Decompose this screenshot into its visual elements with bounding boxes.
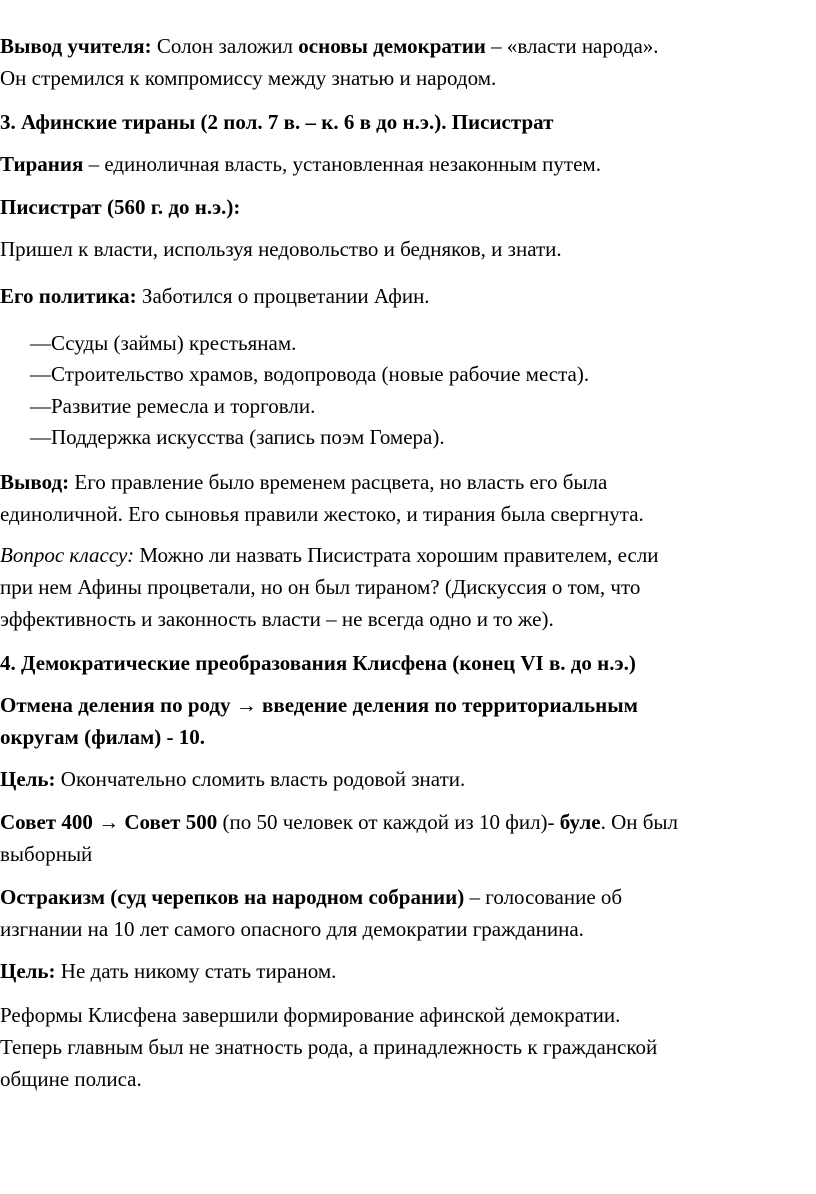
came-to-power-text: Пришел к власти, используя недовольство и бедняков, и знати. xyxy=(0,237,562,261)
list-item: —Ссуды (займы) крестьянам. xyxy=(30,331,297,355)
democracy-foundations-term: основы демократии xyxy=(298,34,486,58)
division-line-1: Отмена деления по роду → введение деления по территориальным xyxy=(0,693,638,717)
tyranny-definition xyxy=(0,148,812,180)
boule-term: буле xyxy=(559,810,601,834)
teacher-conclusion-line-2: Он стремился к компромиссу между знатью и народом. xyxy=(0,66,497,90)
class-question-line-3: эффективность и законность власти – не всегда одно и то же). xyxy=(0,607,554,631)
pisistratus-heading-text: Писистрат (560 г. до н.э.): xyxy=(0,195,241,219)
reforms-line-3: общине полиса. xyxy=(0,1067,142,1091)
pisistratus-heading xyxy=(0,191,812,223)
reforms-line-2: Теперь главным был не знатность рода, а принадлежность к гражданской xyxy=(0,1035,658,1059)
conclusion-label: Вывод: xyxy=(0,470,70,494)
teacher-conclusion-text-2: – «власти народа». xyxy=(485,34,659,58)
council-change-term: Совет 400 → Совет 500 xyxy=(0,810,218,834)
policy-paragraph xyxy=(0,280,812,312)
division-paragraph xyxy=(0,689,812,753)
teacher-conclusion-paragraph xyxy=(0,30,812,94)
tyranny-term: Тирания xyxy=(0,152,84,176)
tyranny-definition-text: – единоличная власть, установленная незаконным путем. xyxy=(83,152,601,176)
division-line-2: округам (филам) - 10. xyxy=(0,725,206,749)
conclusion-line-2: единоличной. Его сыновья правили жестоко, и тирания была свергнута. xyxy=(0,502,644,526)
goal-2-text: Не дать никому стать тираном. xyxy=(55,959,337,983)
list-item: —Развитие ремесла и торговли. xyxy=(30,394,316,418)
class-question-label: Вопрос классу: xyxy=(0,543,135,567)
came-to-power-paragraph xyxy=(0,233,812,265)
conclusion-paragraph xyxy=(0,466,812,530)
goal-2-label: Цель: xyxy=(0,959,56,983)
policy-label: Его политика: xyxy=(0,284,137,308)
ostracism-text-1: – голосование об xyxy=(464,885,623,909)
ostracism-term: Остракизм (суд черепков на народном собрании) xyxy=(0,885,465,909)
section-4-heading-text: 4. Демократические преобразования Клисфена (конец VI в. до н.э.) xyxy=(0,651,636,675)
section-3-heading-text: 3. Афинские тираны (2 пол. 7 в. – к. 6 в до н.э.). Писистрат xyxy=(0,110,554,134)
reforms-line-1: Реформы Клисфена завершили формирование афинской демократии. xyxy=(0,1003,621,1027)
reforms-paragraph xyxy=(0,999,812,1095)
section-4-heading xyxy=(0,647,812,679)
goal-1-paragraph xyxy=(0,763,812,795)
class-question-line-1: Можно ли назвать Писистрата хорошим правителем, если xyxy=(134,543,659,567)
goal-2-paragraph xyxy=(0,955,812,987)
list-item: —Строительство храмов, водопровода (новые рабочие места). xyxy=(30,362,590,386)
ostracism-line-2: изгнании на 10 лет самого опасного для демократии гражданина. xyxy=(0,917,584,941)
list-item: —Поддержка искусства (запись поэм Гомера). xyxy=(30,425,445,449)
teacher-conclusion-text-1: Солон заложил xyxy=(151,34,299,58)
policy-text: Заботился о процветании Афин. xyxy=(136,284,430,308)
class-question-paragraph xyxy=(0,539,812,635)
council-paragraph xyxy=(0,806,812,870)
council-line-2: выборный xyxy=(0,842,93,866)
council-text-2: . Он был xyxy=(600,810,679,834)
conclusion-line-1: Его правление было временем расцвета, но власть его была xyxy=(69,470,608,494)
teacher-conclusion-label: Вывод учителя: xyxy=(0,34,152,58)
council-text-1: (по 50 человек от каждой из 10 фил)- xyxy=(217,810,560,834)
section-3-heading xyxy=(0,106,812,138)
goal-1-text: Окончательно сломить власть родовой знати. xyxy=(55,767,466,791)
ostracism-paragraph xyxy=(0,881,812,945)
goal-1-label: Цель: xyxy=(0,767,56,791)
class-question-line-2: при нем Афины процветали, но он был тираном? (Дискуссия о том, что xyxy=(0,575,641,599)
